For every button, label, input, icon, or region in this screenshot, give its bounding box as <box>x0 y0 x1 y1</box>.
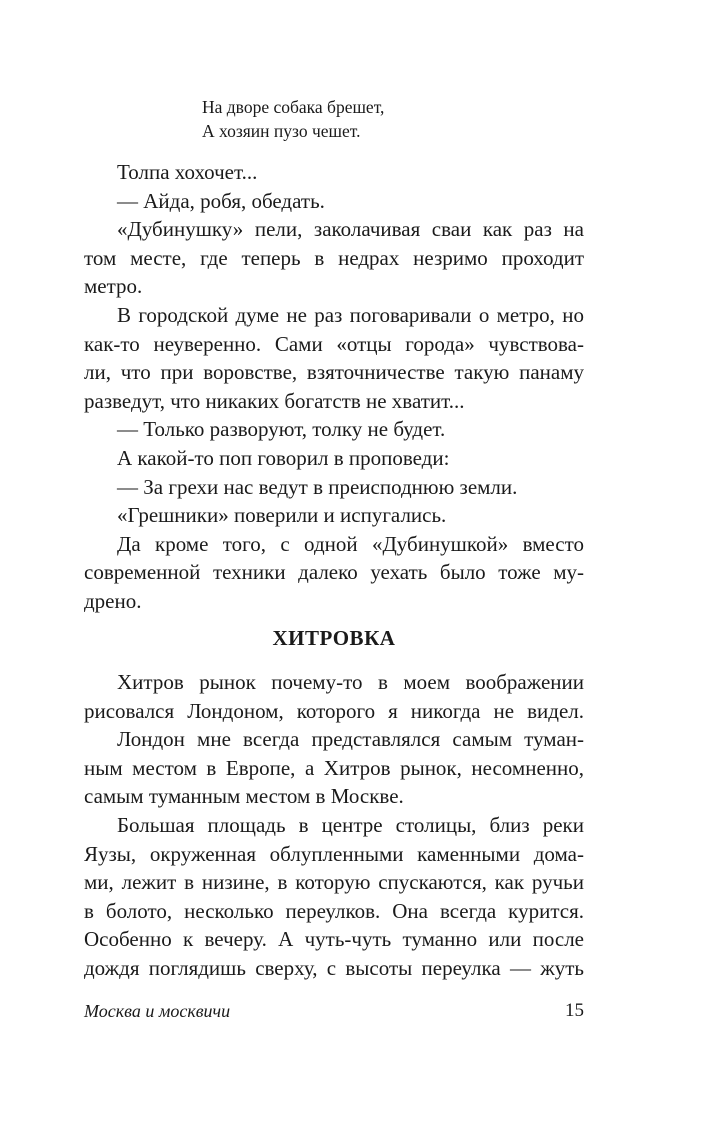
text-line: — Только разворуют, толку не будет. <box>117 417 446 442</box>
chapter-heading: ХИТРОВКА <box>272 626 396 650</box>
text-line: — За грехи нас ведут в преисподнюю земли. <box>117 474 518 499</box>
text-line: как-то неуверенно. Сами «отцы города» чувствова- <box>84 331 584 356</box>
text-line: Яузы, окруженная облупленными каменными дома- <box>84 841 584 866</box>
text-line: В городской думе не раз поговаривали о метро, но <box>117 302 584 327</box>
epigraph-line: А хозяин пузо чешет. <box>202 121 361 141</box>
text-block-before-heading <box>84 158 584 616</box>
text-line: Да кроме того, с одной «Дубинушкой» вместо <box>117 531 584 556</box>
text-line: Толпа хохочет... <box>117 160 258 184</box>
text-line: том месте, где теперь в недрах незримо проходит <box>84 245 584 270</box>
text-line: дождя поглядишь сверху, с высоты переулка — жуть <box>84 955 584 980</box>
text-line: Хитров рынок почему-то в моем воображении <box>117 670 584 694</box>
text-line: самым туманным местом в Москве. <box>84 784 404 809</box>
running-footer-title: Москва и москвичи <box>84 1001 231 1021</box>
text-line: разведут, что никаких богатств не хватит... <box>84 388 465 413</box>
text-line: современной техники далеко уехать было тоже му- <box>84 560 584 585</box>
epigraph <box>202 95 384 143</box>
epigraph-line: На дворе собака брешет, <box>202 97 385 117</box>
text-line: — Айда, робя, обедать. <box>117 188 325 213</box>
text-line: рисовался Лондоном, которого я никогда не видел. <box>84 698 584 723</box>
text-line: «Грешники» поверили и испугались. <box>117 503 447 528</box>
text-line: ми, лежит в низине, в которую спускаются, как ручьи <box>84 870 584 895</box>
text-line: в болото, несколько переулков. Она всегда курится. <box>84 898 584 923</box>
text-line: ли, что при воровстве, взяточничестве такую панаму <box>84 360 584 385</box>
text-line: метро. <box>84 274 143 299</box>
text-line: Большая площадь в центре столицы, близ реки <box>117 812 584 837</box>
text-line: ным местом в Европе, а Хитров рынок, несомненно, <box>84 755 584 780</box>
text-line: А какой-то поп говорил в проповеди: <box>117 445 450 470</box>
page-number: 15 <box>565 1000 584 1021</box>
text-line: Особенно к вечеру. А чуть-чуть туманно или после <box>84 927 584 952</box>
text-block-after-heading <box>84 668 584 983</box>
text-line: Лондон мне всегда представлялся самым туман- <box>117 727 584 752</box>
text-line: «Дубинушку» пели, заколачивая сваи как раз на <box>117 217 584 242</box>
text-line: дрено. <box>84 588 142 613</box>
